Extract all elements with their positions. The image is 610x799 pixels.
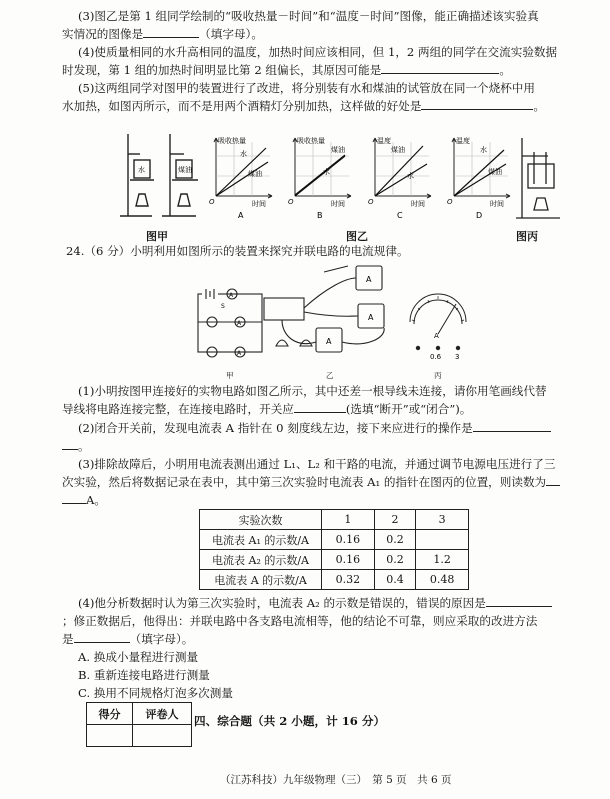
table-cell: 电流表 A 的示数/A (200, 570, 322, 590)
svg-text:A: A (434, 332, 439, 340)
fig23-graph-d (446, 134, 512, 226)
fig23-apparatus-bing (514, 134, 566, 226)
table-cell (416, 530, 469, 550)
graph-xlabel: 时间 (331, 200, 345, 208)
svg-text:S: S (221, 303, 225, 310)
svg-text:A: A (326, 337, 332, 346)
answer-blank[interactable] (294, 402, 346, 413)
table-cell: 0.16 (322, 530, 375, 550)
graph-series-label: 煤油 (248, 170, 262, 178)
q24-ammeter-bing (404, 290, 472, 362)
q24-part3-unit: A。 (86, 493, 106, 507)
fig23-graph-b (287, 134, 353, 226)
q24-part4-line1 (78, 596, 590, 610)
q23-part3-hint: （填字母）。 (199, 27, 263, 41)
q24-part3-text: 次实验，然后将数据记录在表中，其中第三次实验时电流表 A₁ 的指针在图丙的位置，则读数为 (62, 475, 547, 489)
graph-series-label: 水 (323, 168, 330, 176)
answer-blank[interactable] (421, 99, 533, 110)
graph-series-label: 水 (407, 172, 414, 180)
q24-part2-text: (2)闭合开关前，发现电流表 A 指针在 0 刻度线左边，接下来应进行的操作是 (78, 421, 473, 435)
page-footer: （江苏科技）九年级物理（三） 第 5 页 共 6 页 (220, 774, 452, 786)
q24-fig-label-bing: 丙 (434, 371, 442, 380)
table-row (200, 570, 469, 590)
graph-ylabel: 温度 (456, 137, 470, 145)
q24-part1-line1: (1)小明按图甲连接好的实物电路如图乙所示，其中还差一根导线未连接，请你用笔画线代替 (78, 384, 547, 398)
q24-part1-line2 (62, 402, 590, 416)
table-cell: 0.2 (374, 530, 416, 550)
graph-letter: C (397, 211, 403, 220)
svg-text:A: A (366, 275, 372, 284)
meter-range-label: 0.6 (430, 353, 442, 361)
table-row (200, 550, 469, 570)
q24-title: 24.（6 分）小明利用如图所示的装置来探究并联电路的电流规律。 (66, 244, 409, 258)
graph-origin: O (209, 198, 215, 206)
fig23-label-bing: 图丙 (516, 230, 538, 243)
table-cell: 电流表 A₂ 的示数/A (200, 550, 322, 570)
svg-text:A: A (237, 320, 242, 327)
q23-part3-text: 实情况的图像是 (62, 27, 144, 41)
q23-part3-line1: (3)图乙是第 1 组同学绘制的“吸收热量－时间”和“温度－时间”图像，能正确描述该实验真 (78, 9, 539, 23)
graph-letter: D (476, 211, 483, 220)
score-field[interactable] (87, 725, 133, 747)
answer-blank[interactable] (62, 439, 78, 450)
q24-part4-hint: （填字母）。 (129, 632, 194, 646)
q24-fig-label-yi: 乙 (326, 371, 334, 380)
answer-blank[interactable] (74, 632, 130, 643)
q23-part5-text: 水加热，如图丙所示，而不是用两个酒精灯分别加热，这样做的好处是 (62, 99, 422, 113)
fig23-graph-a (208, 134, 274, 226)
table-cell: 1.2 (416, 550, 469, 570)
graph-letter: B (317, 211, 323, 220)
q24-option-c: C. 换用不同规格灯泡多次测量 (78, 686, 233, 700)
graph-series-label: 煤油 (331, 146, 345, 154)
q24-data-table (199, 509, 469, 590)
answer-blank[interactable] (143, 27, 199, 38)
q24-fig-label-jia: 甲 (226, 371, 234, 380)
q24-part2-line2 (62, 439, 590, 453)
q24-part3-line1: (3)排除故障后，小明用电流表测出通过 L₁、L₂ 和干路的电流，并通过调节电源电压进行了三 (78, 457, 556, 471)
q23-part4-line1: (4)使质量相同的水升高相同的温度，加热时间应该相同，但 1，2 两组的同学在交流实验数据 (78, 45, 558, 59)
fig23-label-yi: 图乙 (346, 230, 368, 243)
q23-part5-line2 (62, 99, 590, 113)
svg-text:A: A (229, 292, 234, 299)
q24-part4-line2: ；修正数据后，他得出：并联电路中各支路电流相等，他的结论不可靠，则应采取的改进方法 (62, 614, 538, 628)
table-cell: 0.32 (322, 570, 375, 590)
graph-series-label: 水 (480, 146, 487, 154)
q24-part1-text: 导线将电路连接完整，在连接电路时，开关应 (62, 402, 294, 416)
table-header-cell: 实验次数 (200, 510, 322, 530)
section-heading: 四、综合题（共 2 小题，计 16 分） (194, 714, 386, 728)
graph-ylabel: 温度 (377, 137, 391, 145)
q23-part4-text: 时发现，第 1 组的加热时间明显比第 2 组偏长，其原因可能是 (62, 63, 382, 77)
answer-blank[interactable] (473, 421, 551, 432)
q23-part4-line2 (62, 63, 590, 77)
answer-blank[interactable] (486, 596, 552, 607)
fig23-graph-c (367, 134, 433, 226)
table-cell: 电流表 A₁ 的示数/A (200, 530, 322, 550)
graph-letter: A (238, 211, 244, 220)
q24-part4-text: (4)他分析数据时认为第三次实验时，电流表 A₂ 的示数是错误的，错误的原因是 (78, 596, 486, 610)
graph-origin: O (288, 198, 294, 206)
answer-blank[interactable] (546, 475, 560, 486)
q23-part3-line2 (62, 27, 590, 41)
graph-ylabel: 吸收热量 (297, 137, 325, 145)
graph-xlabel: 时间 (411, 200, 425, 208)
q24-circuit-yi (256, 258, 394, 368)
graph-series-label: 煤油 (391, 146, 405, 154)
table-cell: 0.16 (322, 550, 375, 570)
apparatus-label: 煤油 (178, 166, 192, 174)
q23-part4-end: 。 (499, 63, 511, 77)
graph-series-label: 水 (240, 150, 247, 158)
graph-ylabel: 吸收热量 (218, 137, 246, 145)
fig23-apparatus-jia (118, 128, 210, 226)
graph-xlabel: 时间 (490, 200, 504, 208)
answer-blank[interactable] (381, 63, 499, 74)
score-box (86, 702, 192, 747)
svg-text:A: A (368, 313, 374, 322)
q24-part3-line2 (62, 475, 590, 489)
q24-option-b: B. 重新连接电路进行测量 (78, 668, 210, 682)
graph-xlabel: 时间 (252, 200, 266, 208)
table-row (200, 530, 469, 550)
grader-header: 评卷人 (133, 703, 192, 725)
q24-part4-text: 是 (62, 632, 74, 646)
table-header-row (200, 510, 469, 530)
q24-part3-line3 (62, 493, 590, 507)
graph-origin: O (368, 198, 374, 206)
q23-part5-end: 。 (533, 99, 546, 113)
table-cell: 0.4 (374, 570, 416, 590)
table-cell: 0.48 (416, 570, 469, 590)
score-header: 得分 (87, 703, 133, 725)
answer-blank[interactable] (62, 493, 86, 504)
table-cell: 0.2 (374, 550, 416, 570)
grader-field[interactable] (133, 725, 192, 747)
graph-series-label: 煤油 (488, 168, 502, 176)
q24-part4-line3 (62, 632, 590, 646)
table-header-cell: 2 (374, 510, 416, 530)
q24-part2-end: 。 (78, 439, 90, 453)
q24-part2-line1 (78, 421, 590, 435)
graph-origin: O (447, 198, 453, 206)
q23-part5-line1: (5)这两组同学对图甲的装置进行了改进，将分别装有水和煤油的试管放在同一个烧杯中用 (78, 81, 535, 95)
q24-part1-hint: (选填“断开”或“闭合”)。 (345, 402, 472, 416)
q24-option-a: A. 换成小量程进行测量 (78, 650, 199, 664)
meter-range-label: 3 (455, 353, 460, 361)
table-header-cell: 3 (416, 510, 469, 530)
fig23-label-jia: 图甲 (146, 230, 168, 243)
apparatus-label: 水 (138, 166, 145, 174)
svg-text:A: A (237, 350, 242, 357)
table-header-cell: 1 (322, 510, 375, 530)
